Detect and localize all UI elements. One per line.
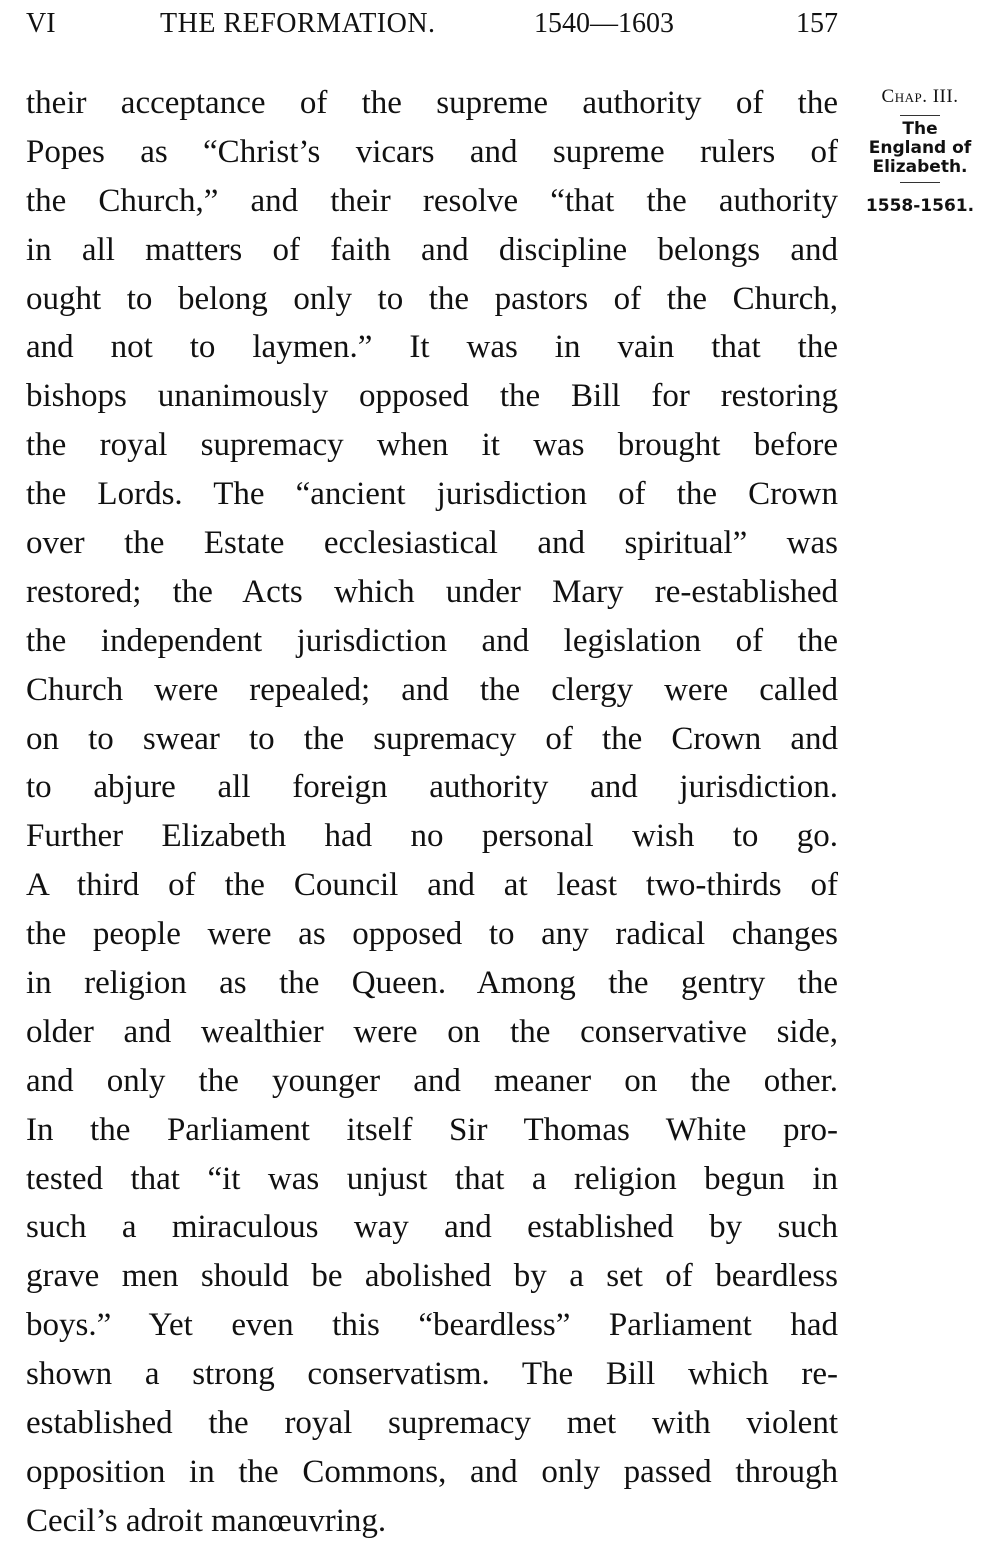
text-line: to abjure all foreign authority and jurisdiction. [26, 769, 838, 806]
body-text [26, 79, 838, 1546]
text-line: the royal supremacy when it was brought before [26, 427, 838, 464]
text-line: the people were as opposed to any radical changes [26, 916, 838, 953]
margin-divider [900, 182, 940, 183]
text-line: boys.” Yet even this “beardless” Parliament had [26, 1307, 838, 1344]
margin-note [850, 84, 990, 217]
text-line: the Church,” and their resolve “that the authority [26, 182, 838, 219]
text-line: shown a strong conservatism. The Bill which re- [26, 1356, 838, 1393]
text-line: older and wealthier were on the conservative side, [26, 1013, 838, 1050]
margin-dates: 1558-1561. [865, 196, 975, 216]
text-line: such a miraculous way and established by such [26, 1209, 838, 1246]
margin-chapter: Chap. III. [881, 86, 959, 107]
text-line: the independent jurisdiction and legislation of the [26, 622, 838, 659]
text-line: in all matters of faith and discipline belongs and [26, 231, 838, 268]
text-line: in religion as the Queen. Among the gentry the [26, 965, 838, 1002]
text-line: established the royal supremacy met with violent [26, 1405, 838, 1442]
text-line: and not to laymen.” It was in vain that the [26, 329, 838, 366]
margin-divider [900, 115, 940, 116]
margin-topic-line: The [902, 119, 938, 139]
text-line: on to swear to the supremacy of the Crown and [26, 720, 838, 757]
text-line: Popes as “Christ’s vicars and supreme rulers of [26, 133, 838, 170]
header-title: THE REFORMATION. [160, 8, 436, 39]
text-line: restored; the Acts which under Mary re-established [26, 573, 838, 610]
text-line: In the Parliament itself Sir Thomas White pro- [26, 1111, 838, 1148]
text-line: grave men should be abolished by a set of beardless [26, 1258, 838, 1295]
text-line: A third of the Council and at least two-thirds of [26, 867, 838, 904]
text-line: their acceptance of the supreme authority of the [26, 85, 838, 121]
text-line: bishops unanimously opposed the Bill for restoring [26, 378, 838, 415]
text-line: the Lords. The “ancient jurisdiction of the Crown [26, 476, 838, 513]
page-number: 157 [796, 8, 838, 39]
header-dates: 1540—1603 [534, 8, 674, 39]
text-line: over the Estate ecclesiastical and spiritual” was [26, 525, 838, 562]
text-line: tested that “it was unjust that a religion begun in [26, 1160, 838, 1197]
text-line: opposition in the Commons, and only passed through [26, 1453, 838, 1490]
text-line: Cecil’s adroit manœuvring. [26, 1502, 387, 1539]
text-line: Further Elizabeth had no personal wish to go. [26, 818, 838, 855]
margin-topic-line: England of [868, 138, 972, 158]
text-line: Church were repealed; and the clergy were called [26, 671, 838, 708]
text-line: ought to belong only to the pastors of the Church, [26, 280, 838, 317]
header-section-number: VI [26, 8, 56, 39]
running-header [26, 6, 838, 42]
margin-topic-line: Elizabeth. [872, 157, 968, 177]
text-line: and only the younger and meaner on the other. [26, 1062, 838, 1099]
